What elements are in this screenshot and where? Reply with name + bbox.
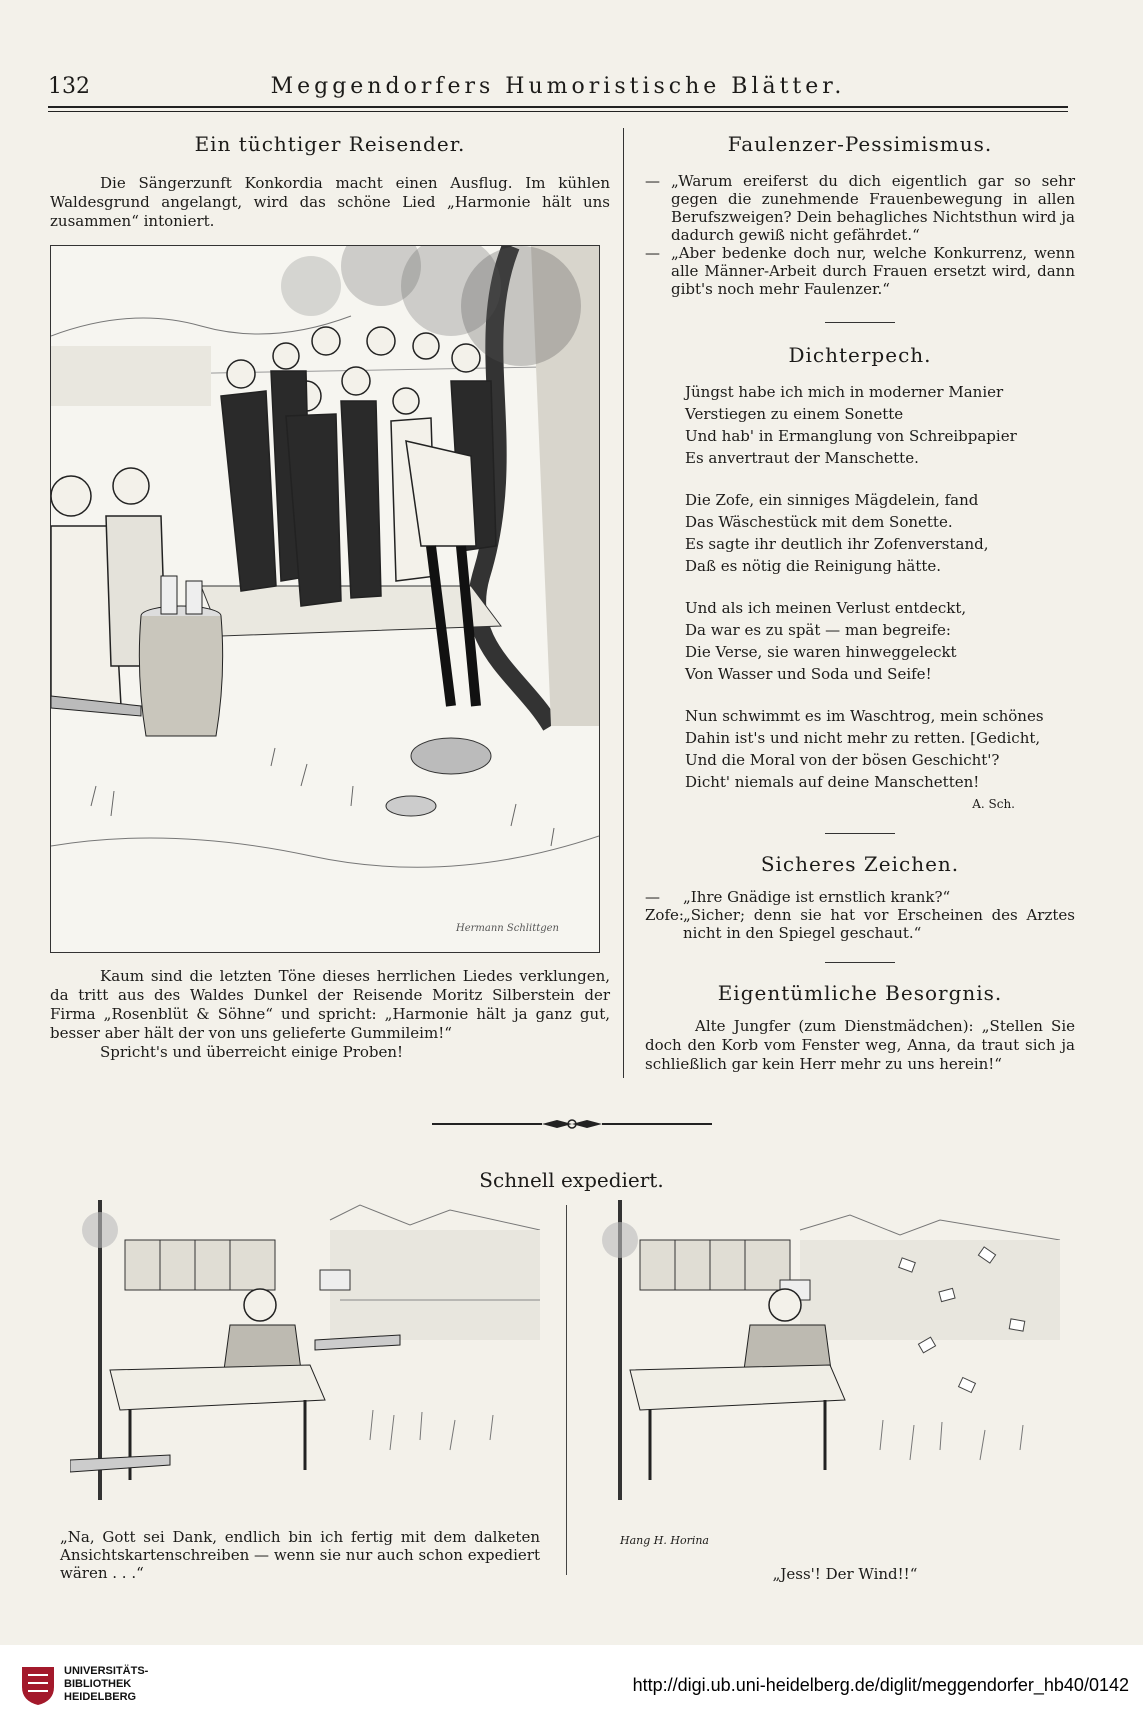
illustration-signature: Hermann Schlittgen bbox=[455, 923, 559, 934]
faulenzer-dialog bbox=[645, 172, 1075, 298]
article-body: Kaum sind die letzten Töne dieses herrlichen Liedes verklungen, da tritt aus des Waldes Dunkel der Reisende Moritz Silberstein der Firma „Rosenblüt & Söhne“ und spricht: „Harmonie hält ja ganz gut, besser aber hält der von uns gelieferte Gummileim!“ bbox=[50, 967, 610, 1042]
article-title-zeichen: Sicheres Zeichen. bbox=[760, 852, 960, 876]
panel-right-drawing bbox=[600, 1200, 1070, 1520]
comic-divider bbox=[566, 1205, 567, 1575]
article-title-faulenzer: Faulenzer-Pessimismus. bbox=[727, 132, 993, 156]
comic-caption-right: „Jess'! Der Wind!!“ bbox=[772, 1565, 918, 1583]
header-rule bbox=[48, 106, 1068, 108]
poem-author: A. Sch. bbox=[972, 797, 1015, 811]
comic-title: Schnell expediert. bbox=[479, 1168, 664, 1192]
left-column bbox=[50, 132, 610, 1062]
section-rule bbox=[825, 833, 895, 834]
article-closing: Spricht's und überreicht einige Proben! bbox=[100, 1043, 404, 1061]
section-rule bbox=[825, 322, 895, 323]
article-title-besorgnis: Eigentümliche Besorgnis. bbox=[717, 981, 1003, 1005]
source-url-link[interactable]: http://digi.ub.uni-heidelberg.de/diglit/meggendorfer_hb40/0142 bbox=[632, 1675, 1129, 1695]
singers-drawing bbox=[51, 246, 599, 952]
comic-signature: Hang H. Horina bbox=[620, 1534, 709, 1547]
page-header bbox=[48, 70, 1068, 104]
panel-left-drawing bbox=[70, 1200, 550, 1520]
poem-stanza: Jüngst habe ich mich in moderner Manier Verstiegen zu einem Sonette Und hab' in Ermanglung von Schreibpapier Es anvertraut der Manschette. bbox=[685, 383, 1017, 467]
poem-body bbox=[685, 381, 1075, 793]
library-name: UNIVERSITÄTS- BIBLIOTHEK HEIDELBERG bbox=[64, 1665, 149, 1703]
comic-panel-right bbox=[600, 1200, 1070, 1580]
dialog-line: — „Ihre Gnädige ist ernstlich krank?“ bbox=[645, 888, 951, 906]
header-rule-thin bbox=[48, 111, 1068, 112]
comic-caption-left: „Na, Gott sei Dank, endlich bin ich fertig mit dem dalketen Ansichtskartenschreiben — wenn sie nur auch schon expediert wären . . .“ bbox=[60, 1528, 540, 1582]
article-title-reisender: Ein tüchtiger Reisender. bbox=[194, 132, 466, 156]
magazine-title: Meggendorfers Humoristische Blätter. bbox=[270, 74, 846, 99]
footer-bar bbox=[0, 1645, 1143, 1728]
university-seal-icon bbox=[18, 1663, 58, 1707]
column-divider bbox=[623, 128, 624, 1078]
ornament-divider bbox=[432, 1118, 712, 1130]
section-rule bbox=[825, 962, 895, 963]
dialog-line: Zofe: „Sicher; denn sie hat vor Erscheinen des Arztes nicht in den Spiegel geschaut.“ bbox=[645, 906, 1075, 942]
besorgnis-text: Alte Jungfer (zum Dienstmädchen): „Stellen Sie doch den Korb vom Fenster weg, Anna, da traut sich ja schließlich gar kein Herr mehr zu uns herein!“ bbox=[645, 1017, 1075, 1073]
zeichen-dialog bbox=[645, 888, 1075, 942]
poem-stanza: Und als ich meinen Verlust entdeckt, Da war es zu spät — man begreife: Die Verse, sie waren hinweggeleckt Von Wasser und Soda und Seife! bbox=[685, 599, 967, 683]
illustration-singers bbox=[50, 245, 600, 953]
poem-title: Dichterpech. bbox=[788, 343, 932, 367]
page-number: 132 bbox=[48, 74, 90, 99]
dialog-line: — „Aber bedenke doch nur, welche Konkurrenz, wenn alle Männer-Arbeit durch Frauen ersetzt wird, dann gibt's noch mehr Faulenzer.“ bbox=[645, 244, 1075, 298]
poem-stanza: Nun schwimmt es im Waschtrog, mein schönes Dahin ist's und nicht mehr zu retten. [Gedicht, Und die Moral von der bösen Geschicht'? Dicht' niemals auf deine Manschetten! bbox=[685, 707, 1044, 791]
poem-stanza: Die Zofe, ein sinniges Mägdelein, fand Das Wäschestück mit dem Sonette. Es sagte ihr deutlich ihr Zofenverstand, Daß es nötig die Reinigung hätte. bbox=[685, 491, 989, 575]
comic-panel-left bbox=[70, 1200, 550, 1580]
article-intro: Die Sängerzunft Konkordia macht einen Ausflug. Im kühlen Waldesgrund angelangt, wird das schöne Lied „Harmonie hält uns zusammen“ intoniert. bbox=[50, 174, 610, 230]
right-column bbox=[645, 132, 1075, 1074]
dialog-line: — „Warum ereiferst du dich eigentlich gar so sehr gegen die zunehmende Frauenbewegung in allen Berufszweigen? Dein behagliches Nichtsthun wird ja dadurch gewiß nicht gefährdet.“ bbox=[645, 172, 1075, 244]
